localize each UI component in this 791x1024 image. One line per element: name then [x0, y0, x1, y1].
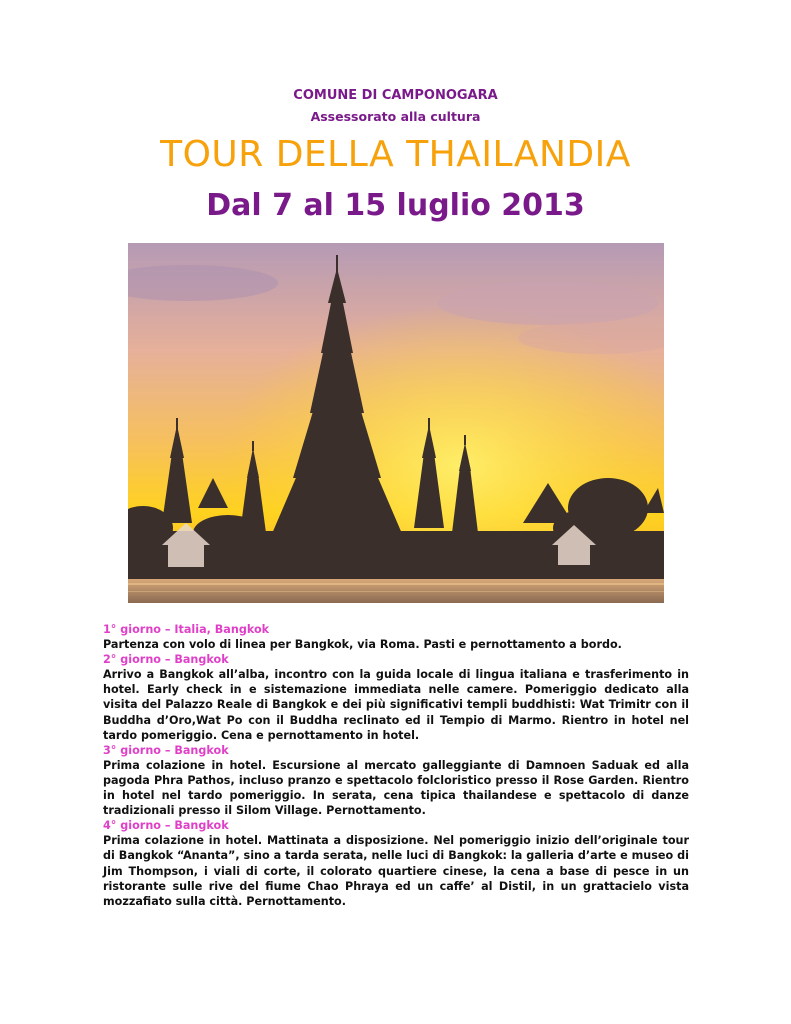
day-2	[103, 652, 689, 743]
day-heading: 2° giorno – Bangkok	[103, 653, 229, 667]
day-heading: 3° giorno – Bangkok	[103, 743, 229, 757]
day-description: Prima colazione in hotel. Escursione al mercato galleggiante di Damnoen Saduak ed alla pagoda Phra Pathos, incluso pranzo e spettacolo folcloristico presso il Rose Garden. Rientro in hotel nel tardo pomeriggio. In serata, cena tipica thailandese e spettacolo di danze tradizionali presso il Silom Village. Pernottamento.	[103, 758, 689, 818]
municipality-heading: COMUNE DI CAMPONOGARA	[293, 88, 498, 103]
tour-title: TOUR DELLA THAILANDIA	[160, 134, 631, 175]
day-heading: 1° giorno – Italia, Bangkok	[103, 623, 270, 636]
itinerary	[103, 622, 689, 909]
day-description: Arrivo a Bangkok all’alba, incontro con la guida locale di lingua italiana e trasferimento in hotel. Early check in e sistemazione immediata nelle camere. Pomeriggio dedicato alla visita del Palazzo Reale di Bangkok e dei più significativi templi buddhisti: Wat Trimitr con il Buddha d’Oro,Wat Po con il Buddha reclinato ed il Tempio di Marmo. Rientro in hotel nel tardo pomeriggio. Cena e pernottamento in hotel.	[103, 668, 689, 742]
day-description: Prima colazione in hotel. Mattinata a disposizione. Nel pomeriggio inizio dell’originale tour di Bangkok “Ananta”, sino a tarda serata, nelle luci di Bangkok: la galleria d’arte e museo di Jim Thompson, i viali di corte, il colorato quartiere cinese, la cena a base di pesce in un ristorante sulle rive del fiume Chao Phraya ed un caffe’ al Distil, in un grattacielo vista mozzafiato sulla città. Pernottamento.	[103, 834, 689, 908]
day-description: Partenza con volo di linea per Bangkok, via Roma. Pasti e pernottamento a bordo.	[103, 638, 622, 652]
temple-sunset-illustration	[128, 243, 664, 603]
department-heading: Assessorato alla cultura	[310, 109, 481, 124]
temple-photo	[128, 243, 664, 603]
day-4	[103, 818, 689, 909]
day-1	[103, 622, 689, 652]
day-heading: 4° giorno – Bangkok	[103, 819, 229, 833]
tour-dates: Dal 7 al 15 luglio 2013	[206, 188, 585, 223]
day-3	[103, 743, 689, 818]
